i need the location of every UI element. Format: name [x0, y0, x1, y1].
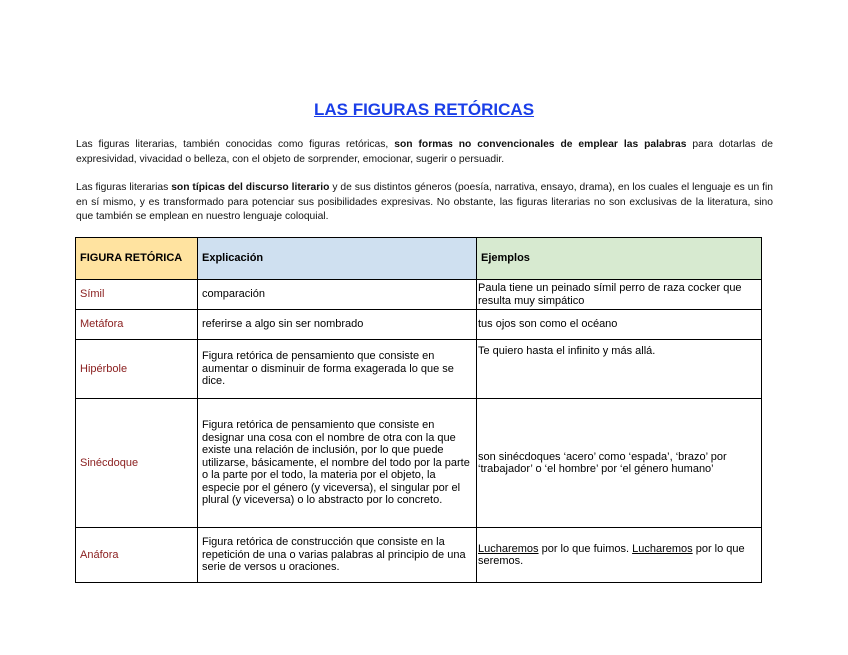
- ejemplo-cell: Te quiero hasta el infinito y más allá.: [477, 340, 762, 399]
- intro-paragraph-1: [76, 138, 773, 167]
- figures-table: [75, 237, 762, 583]
- header-figura: FIGURA RETÓRICA: [76, 238, 198, 280]
- table-row: [76, 528, 762, 583]
- table-header-row: [76, 238, 762, 280]
- page-title: LAS FIGURAS RETÓRICAS: [313, 100, 535, 119]
- intro1-text-b: para dotarlas de expresividad, vivacidad o belleza, con el objeto de sorprender, emocionar, sugerir o persuadir.: [76, 139, 774, 165]
- figura-cell: Metáfora: [76, 310, 198, 340]
- table-row: [76, 399, 762, 528]
- intro-paragraph-2: [76, 181, 773, 225]
- figura-cell: Sinécdoque: [76, 399, 198, 528]
- ejemplo-cell: Paula tiene un peinado símil perro de raza cocker que resulta muy simpático: [477, 280, 762, 310]
- explicacion-cell: Figura retórica de pensamiento que consiste en designar una cosa con el nombre de otra con la que existe una relación de inclusión, por lo que puede utilizarse, básicamente, el nombre del todo por la parte o la parte por el todo, la materia por el objeto, la especie por el género (y viceversa), el singular por el plural (y viceversa) o lo abstracto por lo concreto.: [198, 399, 477, 528]
- table-row: [76, 280, 762, 310]
- table-row: [76, 310, 762, 340]
- figura-cell: Hipérbole: [76, 340, 198, 399]
- ejemplo-text-1: por lo que fuimos.: [538, 542, 633, 555]
- explicacion-cell: Figura retórica de construcción que consiste en la repetición de una o varias palabras al principio de una serie de versos u oraciones.: [198, 528, 477, 583]
- explicacion-cell: comparación: [198, 280, 477, 310]
- intro2-bold: son típicas del discurso literario: [171, 182, 330, 193]
- intro1-text-a: Las figuras literarias, también conocidas como figuras retóricas,: [76, 139, 395, 150]
- ejemplo-underlined-1: Lucharemos: [478, 542, 539, 555]
- explicacion-cell: Figura retórica de pensamiento que consiste en aumentar o disminuir de forma exagerada lo que se dice.: [198, 340, 477, 399]
- table-row: [76, 340, 762, 399]
- header-ejemplos: Ejemplos: [477, 238, 762, 280]
- ejemplo-cell: tus ojos son como el océano: [477, 310, 762, 340]
- figura-cell: Símil: [76, 280, 198, 310]
- figura-cell: Anáfora: [76, 528, 198, 583]
- header-explicacion: Explicación: [198, 238, 477, 280]
- intro2-text-b: y de sus distintos géneros (poesía, narrativa, ensayo, drama), en los cuales el lenguaje es un fin en sí mismo, y es transformado para potenciar sus posibilidades expresivas. No obstante, las figuras literarias no son exclusivas de la literatura, sino que también se emplean en nuestro lenguaje coloquial.: [76, 182, 773, 222]
- ejemplo-text-2: por lo que seremos.: [478, 542, 745, 567]
- ejemplo-cell: son sinécdoques ‘acero’ como ‘espada’, ‘brazo’ por ‘trabajador’ o ‘el hombre’ por ‘el género humano’: [477, 399, 762, 528]
- ejemplo-underlined-2: Lucharemos: [632, 542, 693, 555]
- ejemplo-cell: [477, 528, 762, 583]
- explicacion-cell: referirse a algo sin ser nombrado: [198, 310, 477, 340]
- intro1-bold: son formas no convencionales de emplear las palabras: [394, 139, 687, 150]
- intro2-text-a: Las figuras literarias: [76, 182, 172, 193]
